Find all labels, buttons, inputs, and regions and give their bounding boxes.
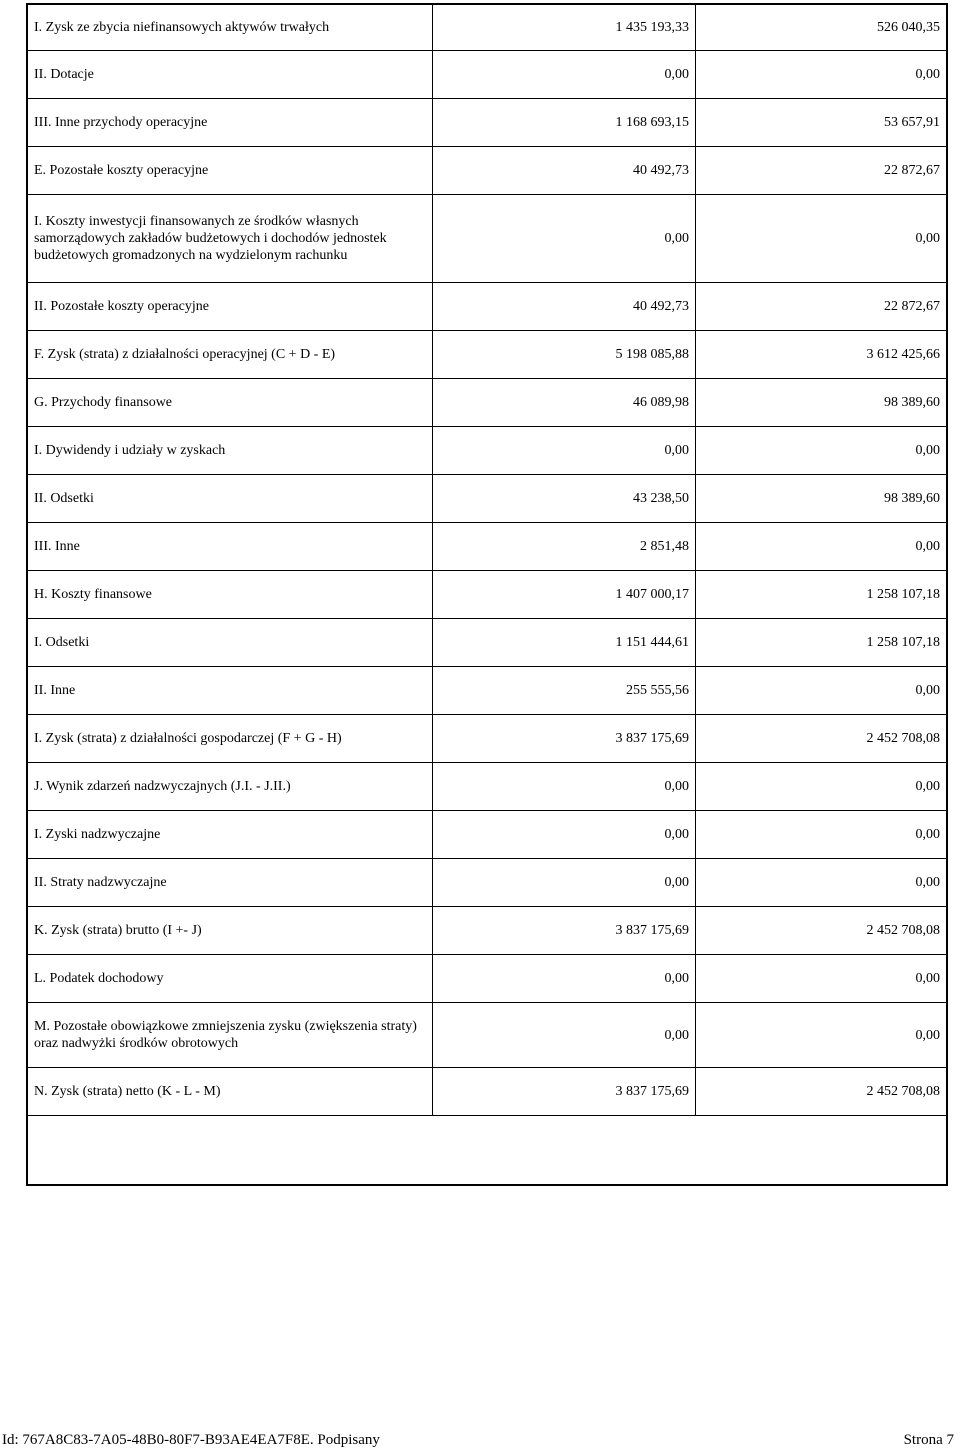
row-value-previous: 1 258 107,18 <box>696 619 948 667</box>
row-value-current: 43 238,50 <box>433 475 696 523</box>
table-row <box>27 715 947 763</box>
table-row <box>27 667 947 715</box>
row-value-current: 2 851,48 <box>433 523 696 571</box>
row-value-current: 40 492,73 <box>433 147 696 195</box>
row-label: H. Koszty finansowe <box>27 571 433 619</box>
row-value-current: 0,00 <box>433 51 696 99</box>
table-row <box>27 4 947 51</box>
page-number: Strona 7 <box>903 1432 954 1448</box>
row-value-current: 0,00 <box>433 955 696 1003</box>
row-value-current: 255 555,56 <box>433 667 696 715</box>
row-label: II. Odsetki <box>27 475 433 523</box>
row-value-current: 40 492,73 <box>433 283 696 331</box>
row-value-previous: 98 389,60 <box>696 379 948 427</box>
row-value-previous: 0,00 <box>696 859 948 907</box>
table-row <box>27 811 947 859</box>
row-value-current: 5 198 085,88 <box>433 331 696 379</box>
row-value-previous: 2 452 708,08 <box>696 907 948 955</box>
row-label: II. Inne <box>27 667 433 715</box>
row-value-previous: 0,00 <box>696 51 948 99</box>
row-label: E. Pozostałe koszty operacyjne <box>27 147 433 195</box>
table-row <box>27 379 947 427</box>
row-value-current: 0,00 <box>433 763 696 811</box>
table-row <box>27 475 947 523</box>
row-value-current: 0,00 <box>433 427 696 475</box>
row-value-previous: 0,00 <box>696 811 948 859</box>
table-row <box>27 51 947 99</box>
row-value-previous: 1 258 107,18 <box>696 571 948 619</box>
row-value-current: 3 837 175,69 <box>433 1068 696 1116</box>
row-value-current: 0,00 <box>433 811 696 859</box>
row-value-previous: 0,00 <box>696 195 948 283</box>
row-label: II. Dotacje <box>27 51 433 99</box>
row-value-current: 1 168 693,15 <box>433 99 696 147</box>
row-label: F. Zysk (strata) z działalności operacyjnej (C + D - E) <box>27 331 433 379</box>
row-value-previous: 98 389,60 <box>696 475 948 523</box>
table-row <box>27 763 947 811</box>
page-footer <box>0 1432 960 1452</box>
table-row <box>27 619 947 667</box>
empty-cell <box>27 1116 947 1186</box>
row-value-previous: 3 612 425,66 <box>696 331 948 379</box>
row-label: III. Inne <box>27 523 433 571</box>
row-value-previous: 0,00 <box>696 667 948 715</box>
row-value-current: 1 151 444,61 <box>433 619 696 667</box>
row-label: II. Straty nadzwyczajne <box>27 859 433 907</box>
row-value-previous: 2 452 708,08 <box>696 1068 948 1116</box>
table-row <box>27 427 947 475</box>
row-label: I. Dywidendy i udziały w zyskach <box>27 427 433 475</box>
row-value-previous: 0,00 <box>696 1003 948 1068</box>
table-row <box>27 859 947 907</box>
table-row <box>27 1068 947 1116</box>
row-label: II. Pozostałe koszty operacyjne <box>27 283 433 331</box>
row-value-previous: 53 657,91 <box>696 99 948 147</box>
row-value-previous: 0,00 <box>696 763 948 811</box>
table-row <box>27 1003 947 1068</box>
row-label: I. Zysk (strata) z działalności gospodarczej (F + G - H) <box>27 715 433 763</box>
document-id: Id: 767A8C83-7A05-48B0-80F7-B93AE4EA7F8E. Podpisany <box>2 1432 380 1448</box>
row-value-current: 46 089,98 <box>433 379 696 427</box>
table-row <box>27 99 947 147</box>
row-value-current: 0,00 <box>433 859 696 907</box>
table-row <box>27 195 947 283</box>
row-label: G. Przychody finansowe <box>27 379 433 427</box>
table-row <box>27 955 947 1003</box>
table-row <box>27 331 947 379</box>
row-value-previous: 2 452 708,08 <box>696 715 948 763</box>
row-label: I. Zysk ze zbycia niefinansowych aktywów trwałych <box>27 4 433 51</box>
row-value-previous: 22 872,67 <box>696 283 948 331</box>
row-label: J. Wynik zdarzeń nadzwyczajnych (J.I. - J.II.) <box>27 763 433 811</box>
table-row <box>27 907 947 955</box>
row-label: K. Zysk (strata) brutto (I +- J) <box>27 907 433 955</box>
row-label: M. Pozostałe obowiązkowe zmniejszenia zysku (zwiększenia straty) oraz nadwyżki środków obrotowych <box>27 1003 433 1068</box>
row-label: L. Podatek dochodowy <box>27 955 433 1003</box>
row-label: I. Odsetki <box>27 619 433 667</box>
table-row <box>27 147 947 195</box>
row-value-previous: 526 040,35 <box>696 4 948 51</box>
table-row <box>27 571 947 619</box>
table-row <box>27 523 947 571</box>
row-label: I. Koszty inwestycji finansowanych ze środków własnych samorządowych zakładów budżetowych i dochodów jednostek budżetowych gromadzonych na wydzielonym rachunku <box>27 195 433 283</box>
row-value-previous: 0,00 <box>696 427 948 475</box>
row-value-previous: 0,00 <box>696 955 948 1003</box>
table-row <box>27 283 947 331</box>
row-label: I. Zyski nadzwyczajne <box>27 811 433 859</box>
row-value-current: 0,00 <box>433 195 696 283</box>
row-value-current: 1 435 193,33 <box>433 4 696 51</box>
row-value-previous: 22 872,67 <box>696 147 948 195</box>
row-label: III. Inne przychody operacyjne <box>27 99 433 147</box>
row-value-current: 1 407 000,17 <box>433 571 696 619</box>
row-value-previous: 0,00 <box>696 523 948 571</box>
row-value-current: 0,00 <box>433 1003 696 1068</box>
financial-statement-table <box>26 3 948 1186</box>
empty-row <box>27 1116 947 1186</box>
row-label: N. Zysk (strata) netto (K - L - M) <box>27 1068 433 1116</box>
row-value-current: 3 837 175,69 <box>433 715 696 763</box>
row-value-current: 3 837 175,69 <box>433 907 696 955</box>
